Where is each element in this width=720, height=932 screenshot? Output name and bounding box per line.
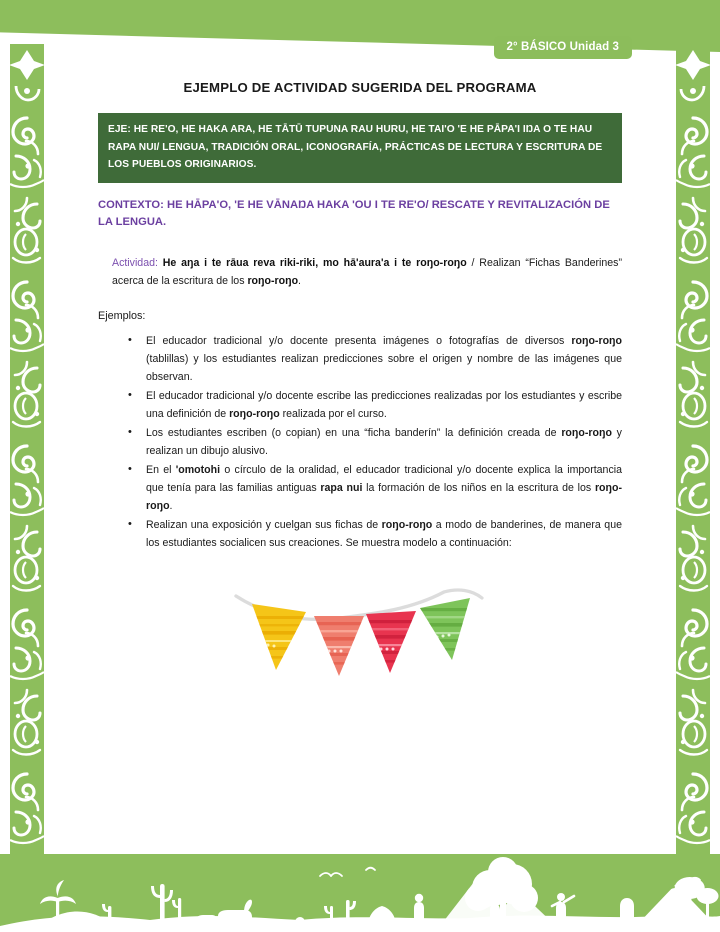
pennant-green xyxy=(412,598,482,660)
actividad-paragraph xyxy=(98,254,622,290)
examples-list xyxy=(98,332,622,552)
bullet-text: El educador tradicional y/o docente escribe las predicciones realizadas por los estudiantes y escribe una definición de xyxy=(146,390,622,421)
emphasis-term: roŋo-roŋo xyxy=(561,427,612,440)
actividad-rapanui: He aŋa i te rāua reva riki-riki, mo hā'aura'a i te roŋo-roŋo xyxy=(162,257,467,270)
bullet-1 xyxy=(144,332,622,386)
bullet-5 xyxy=(144,516,622,552)
bullet-4 xyxy=(144,461,622,515)
left-ornament-border xyxy=(4,44,60,862)
bullet-text: o círculo de la oralidad, el educador tradicional y/o docente explica la importancia que tenía para las familias antiguas xyxy=(146,464,622,495)
bullet-text: a modo de banderines, de manera que los estudiantes socialicen sus creaciones. Se muestra modelo a continuación: xyxy=(146,519,622,550)
emphasis-term: 'omotohi xyxy=(175,464,221,477)
koru-pattern-left xyxy=(4,44,60,862)
bunting-illustration xyxy=(98,578,622,688)
emphasis-term: roŋo-roŋo xyxy=(381,519,433,532)
bullet-text: la formación de los niños en la escritura de los xyxy=(362,482,595,495)
landscape-silhouette xyxy=(0,854,720,932)
bullet-text: realizada por el curso. xyxy=(279,408,387,421)
bullet-text: y realizan un dibujo alusivo. xyxy=(146,427,622,458)
bunting-string-end xyxy=(444,590,482,598)
pennant-yellow xyxy=(240,604,320,670)
unit-badge: 2° BÁSICO Unidad 3 xyxy=(494,36,632,59)
bullet-2 xyxy=(144,387,622,423)
bunting-pennants-graphic xyxy=(230,578,490,688)
right-ornament-border xyxy=(660,44,716,862)
bullet-text: . xyxy=(169,500,173,513)
ejemplos-label: Ejemplos: xyxy=(98,310,146,323)
page-title: EJEMPLO DE ACTIVIDAD SUGERIDA DEL PROGRAMA xyxy=(183,80,537,95)
actividad-spanish-post: . xyxy=(298,275,301,288)
pennant-red xyxy=(358,611,428,673)
emphasis-term: roŋo-roŋo xyxy=(571,335,622,348)
bullet-text: El educador tradicional y/o docente presenta imágenes o fotografías de diversos xyxy=(146,335,572,348)
bullet-3 xyxy=(144,424,622,460)
pennant-salmon xyxy=(306,616,376,676)
actividad-spanish-bold: roŋo-roŋo xyxy=(247,275,299,288)
actividad-spanish-pre: Realizan “Fichas Banderines” acerca de la escritura de los xyxy=(112,257,622,288)
koru-pattern-right xyxy=(660,44,716,862)
emphasis-term: roŋo-roŋo xyxy=(146,482,623,513)
actividad-label: Actividad: xyxy=(112,257,163,270)
bullet-text: Realizan una exposición y cuelgan sus fichas de xyxy=(146,519,382,532)
bullet-text: (tablillas) y los estudiantes realizan predicciones sobre el origen y nombre de las imágenes que observan. xyxy=(146,353,622,384)
bullet-text: Los estudiantes escriben (o copian) en una “ficha banderín” la definición creada de xyxy=(146,427,562,440)
bottom-landscape-strip xyxy=(0,854,720,932)
document-content xyxy=(98,80,622,688)
eje-box: EJE: HE RE'O, HE HAKA ARA, HE TĀTŪ TUPUNA RAU HURU, HE TAI'O 'E HE PĀPA'I IŊA O TE HAU RAPA NUI/ LENGUA, TRADICIÓN ORAL, ICONOGRAFÍA, PRÁCTICAS DE LECTURA Y ESCRITURA DE LOS PUEBLOS ORIGINARIOS. xyxy=(98,113,622,183)
emphasis-term: rapa nui xyxy=(320,482,363,495)
bullet-text: En el xyxy=(146,464,176,477)
actividad-separator: / xyxy=(466,257,480,270)
contexto-text: CONTEXTO: HE HĀPA'O, 'E HE VĀNAŊA HAKA 'OU I TE RE'O/ RESCATE Y REVITALIZACIÓN DE LA LENGUA. xyxy=(98,198,610,229)
emphasis-term: roŋo-roŋo xyxy=(229,408,280,421)
